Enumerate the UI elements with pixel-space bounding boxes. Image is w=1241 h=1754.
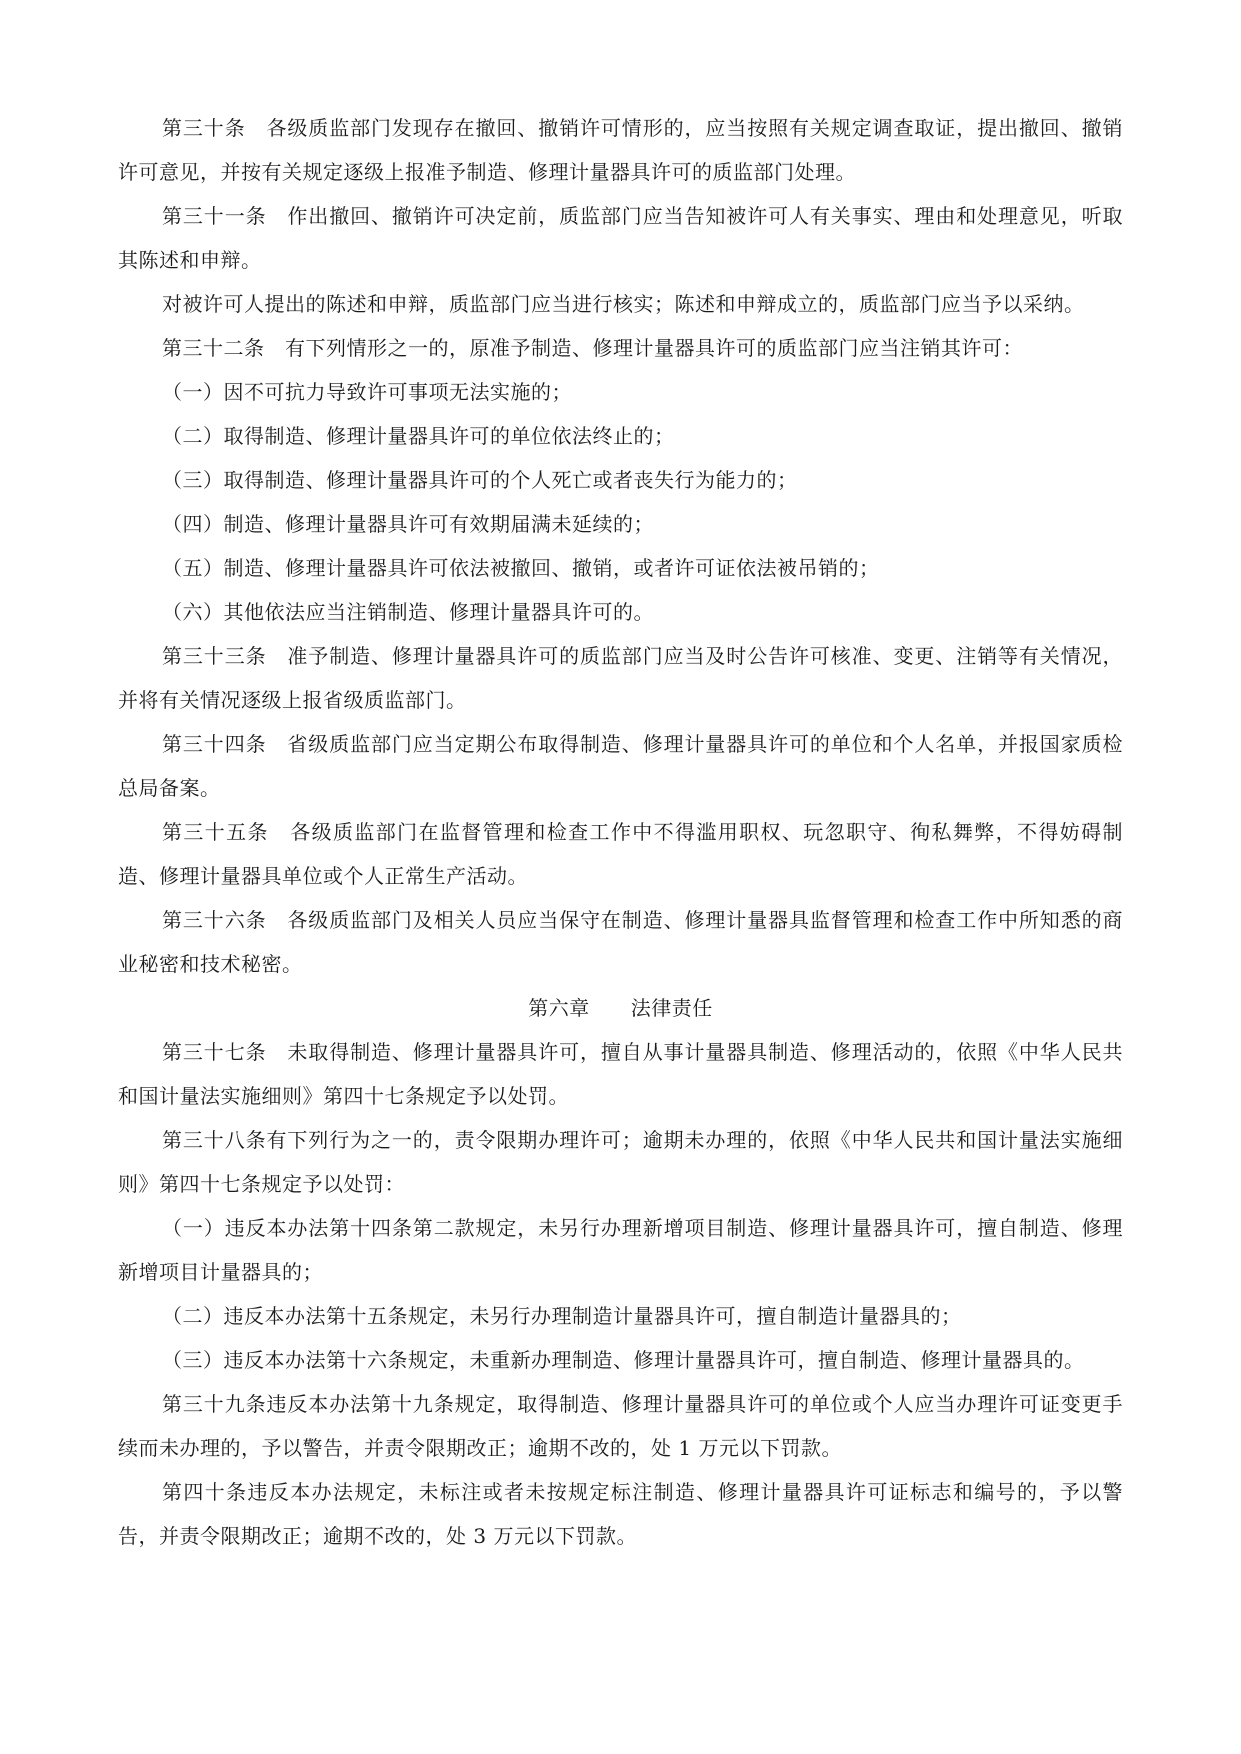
document-page bbox=[118, 106, 1123, 1558]
list-item-32-6: （六）其他依法应当注销制造、修理计量器具许可的。 bbox=[162, 600, 654, 624]
list-item-38-2: （二）违反本办法第十五条规定，未另行办理制造计量器具许可，擅自制造计量器具的； bbox=[162, 1304, 962, 1328]
list-item-32-2: （二）取得制造、修理计量器具许可的单位依法终止的； bbox=[162, 424, 675, 448]
list-item-32-1: （一）因不可抗力导致许可事项无法实施的； bbox=[162, 380, 572, 404]
paragraph-article-33: 第三十三条 准予制造、修理计量器具许可的质监部门应当及时公告许可核准、变更、注销等有关情况，并将有关情况逐级上报省级质监部门。 bbox=[118, 644, 1123, 712]
paragraph-article-36: 第三十六条 各级质监部门及相关人员应当保守在制造、修理计量器具监督管理和检查工作中所知悉的商业秘密和技术秘密。 bbox=[118, 908, 1123, 976]
paragraph-article-37: 第三十七条 未取得制造、修理计量器具许可，擅自从事计量器具制造、修理活动的，依照《中华人民共和国计量法实施细则》第四十七条规定予以处罚。 bbox=[118, 1040, 1123, 1108]
list-item-32-3: （三）取得制造、修理计量器具许可的个人死亡或者丧失行为能力的； bbox=[162, 468, 798, 492]
paragraph-article-31: 第三十一条 作出撤回、撤销许可决定前，质监部门应当告知被许可人有关事实、理由和处理意见，听取其陈述和申辩。 bbox=[118, 204, 1123, 272]
list-item-32-5: （五）制造、修理计量器具许可依法被撤回、撤销，或者许可证依法被吊销的； bbox=[162, 556, 880, 580]
list-item-38-3: （三）违反本办法第十六条规定，未重新办理制造、修理计量器具许可，擅自制造、修理计量器具的。 bbox=[162, 1348, 1085, 1372]
paragraph-article-31-cont: 对被许可人提出的陈述和申辩，质监部门应当进行核实；陈述和申辩成立的，质监部门应当予以采纳。 bbox=[162, 292, 1085, 316]
paragraph-article-40: 第四十条违反本办法规定，未标注或者未按规定标注制造、修理计量器具许可证标志和编号的，予以警告，并责令限期改正；逾期不改的，处 3 万元以下罚款。 bbox=[118, 1480, 1123, 1548]
paragraph-article-34: 第三十四条 省级质监部门应当定期公布取得制造、修理计量器具许可的单位和个人名单，并报国家质检总局备案。 bbox=[118, 732, 1123, 800]
list-item-32-4: （四）制造、修理计量器具许可有效期届满未延续的； bbox=[162, 512, 654, 536]
paragraph-article-30: 第三十条 各级质监部门发现存在撤回、撤销许可情形的，应当按照有关规定调查取证，提出撤回、撤销许可意见，并按有关规定逐级上报准予制造、修理计量器具许可的质监部门处理。 bbox=[118, 116, 1123, 184]
chapter-heading: 第六章 法律责任 bbox=[528, 996, 713, 1020]
paragraph-article-32: 第三十二条 有下列情形之一的，原准予制造、修理计量器具许可的质监部门应当注销其许可： bbox=[162, 336, 1023, 360]
paragraph-article-39: 第三十九条违反本办法第十九条规定，取得制造、修理计量器具许可的单位或个人应当办理许可证变更手续而未办理的，予以警告，并责令限期改正；逾期不改的，处 1 万元以下罚款。 bbox=[118, 1392, 1123, 1460]
paragraph-article-35: 第三十五条 各级质监部门在监督管理和检查工作中不得滥用职权、玩忽职守、徇私舞弊，不得妨碍制造、修理计量器具单位或个人正常生产活动。 bbox=[118, 820, 1123, 888]
paragraph-article-38: 第三十八条有下列行为之一的，责令限期办理许可；逾期未办理的，依照《中华人民共和国计量法实施细则》第四十七条规定予以处罚： bbox=[118, 1128, 1123, 1196]
list-item-38-1: （一）违反本办法第十四条第二款规定，未另行办理新增项目制造、修理计量器具许可，擅自制造、修理新增项目计量器具的； bbox=[118, 1216, 1123, 1284]
